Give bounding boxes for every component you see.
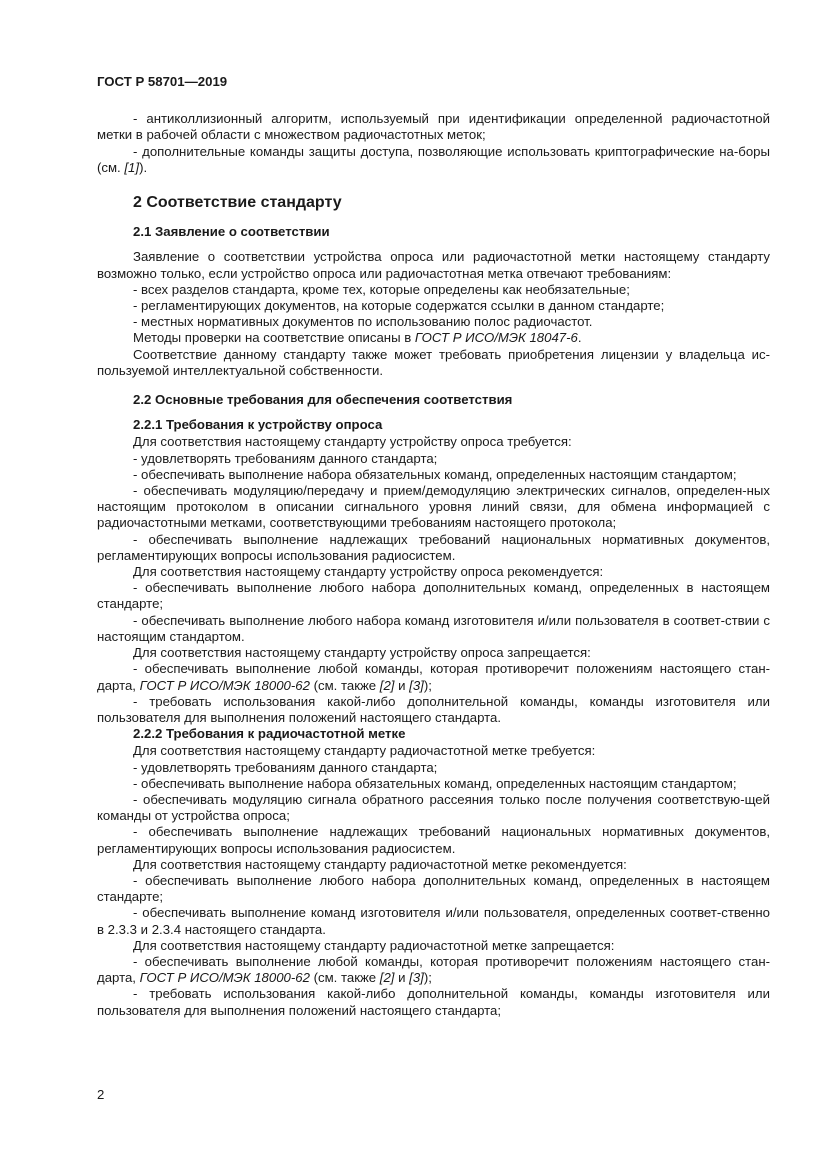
reference-link[interactable]: [2] (379, 677, 395, 693)
paragraph-verification-methods (97, 330, 770, 346)
list-item: - местных нормативных документов по использованию полос радиочастот. (133, 314, 593, 330)
list-item: - обеспечивать выполнение надлежащих требований национальных нормативных документов, регламентирующих вопросы использования радиосистем. (97, 824, 770, 856)
paragraph: Соответствие данному стандарту также может требовать приобретения лицензии у владельца ис-пользуемой интеллектуальной собственности. (97, 346, 770, 378)
paragraph: Для соответствия настоящему стандарту радиочастотной метке запрещается: (133, 937, 615, 953)
list-item-text: - обеспечивать выполнение любой команды, которая противоречит положениям настоящего стан-дарта, (97, 953, 770, 986)
page-number: 2 (97, 1087, 105, 1102)
reference-link[interactable]: ГОСТ Р ИСО/МЭК 18000-62 (139, 677, 310, 693)
reference-link[interactable]: [3] (409, 677, 424, 693)
subsection-title: 2.1 Заявление о соответствии (133, 224, 330, 240)
list-item: - всех разделов стандарта, кроме тех, которые определены как необязательные; (133, 281, 630, 297)
list-item-text: - обеспечивать выполнение любой команды, которая противоречит положениям настоящего стан-дарта, (97, 661, 770, 693)
list-item (97, 661, 770, 693)
list-item: - обеспечивать выполнение любого набора команд изготовителя и/или пользователя в соответ-ствии с настоящим стандартом. (97, 612, 770, 644)
list-item: - обеспечивать модуляцию/передачу и прием/демодуляцию электрических сигналов, определен-ных настоящим протоколом в описании сигнального уровня линий связи, для обмена информацией с радиочастотными метками, соответствующими требованиям настоящего протокола; (97, 483, 770, 531)
subsection-title: 2.2 Основные требования для обеспечения соответствия (133, 392, 513, 408)
list-item (97, 954, 770, 986)
list-item-text: и (394, 677, 410, 693)
list-item: - удовлетворять требованиям данного стандарта; (133, 759, 438, 775)
paragraph: Для соответствия настоящему стандарту радиочастотной метке рекомендуется: (133, 856, 627, 872)
list-item-text: (см. также (309, 677, 380, 693)
list-item: - обеспечивать выполнение набора обязательных команд, определенных настоящим стандартом; (133, 466, 737, 482)
list-item-text: (см. также (309, 970, 380, 986)
list-item-text: и (394, 970, 410, 986)
subsubsection-title: 2.2.1 Требования к устройству опроса (133, 417, 383, 433)
document-code: ГОСТ Р 58701—2019 (97, 74, 228, 89)
intro-item-access-commands (97, 144, 770, 176)
paragraph: Заявление о соответствии устройства опроса или радиочастотной метки настоящему стандарту возможно только, если устройство опроса или радиочастотная метка отвечают требованиям: (97, 249, 770, 281)
reference-link[interactable]: [3] (409, 970, 424, 986)
list-item: - обеспечивать выполнение любого набора дополнительных команд, определенных в настоящем стандарте; (97, 580, 770, 612)
list-item: - удовлетворять требованиям данного стандарта; (133, 450, 438, 466)
reference-link[interactable]: [2] (379, 970, 395, 986)
reference-link[interactable]: ГОСТ Р ИСО/МЭК 18047-6 (414, 330, 578, 346)
list-item: - требовать использования какой-либо дополнительной команды, команды изготовителя или пользователя для выполнения положений настоящего стандарта; (97, 986, 770, 1018)
paragraph-text: Методы проверки на соответствие описаны в (133, 330, 415, 346)
intro-item-text-end: ). (139, 159, 148, 175)
list-item-text: ); (423, 677, 432, 693)
list-item: - требовать использования какой-либо дополнительной команды, команды изготовителя или пользователя для выполнения положений настоящего стандарта. (97, 693, 770, 725)
section-title: 2 Соответствие стандарту (133, 194, 342, 212)
list-item: - обеспечивать выполнение надлежащих требований национальных нормативных документов, регламентирующих вопросы использования радиосистем. (97, 531, 770, 563)
list-item: - обеспечивать выполнение команд изготовителя и/или пользователя, определенных соответ-ственно в 2.3.3 и 2.3.4 настоящего стандарта. (97, 905, 770, 937)
list-item: - обеспечивать выполнение набора обязательных команд, определенных настоящим стандартом; (133, 775, 737, 791)
intro-item-anticollision: - антиколлизионный алгоритм, используемый при идентификации определенной радиочастотной метки в рабочей области с множеством радиочастотных меток; (97, 111, 770, 143)
reference-link[interactable]: [1] (124, 159, 140, 175)
subsubsection-title: 2.2.2 Требования к радиочастотной метке (133, 726, 406, 742)
paragraph: Для соответствия настоящему стандарту радиочастотной метке требуется: (133, 743, 596, 759)
intro-item-text: - дополнительные команды защиты доступа, позволяющие использовать криптографические на-боры (см. (97, 143, 770, 175)
list-item: - обеспечивать модуляцию сигнала обратного рассеяния только после получения соответствую-щей команды от устройства опроса; (97, 791, 770, 824)
paragraph: Для соответствия настоящему стандарту устройству опроса запрещается: (133, 645, 591, 661)
reference-link[interactable]: ГОСТ Р ИСО/МЭК 18000-62 (139, 970, 310, 986)
list-item: - регламентирующих документов, на которые содержатся ссылки в данном стандарте; (133, 298, 665, 314)
paragraph: Для соответствия настоящему стандарту устройству опроса требуется: (133, 434, 572, 450)
paragraph-text-end: . (577, 330, 582, 346)
list-item-text: ); (423, 970, 432, 986)
list-item: - обеспечивать выполнение любого набора дополнительных команд, определенных в настоящем стандарте; (97, 872, 770, 905)
paragraph: Для соответствия настоящему стандарту устройству опроса рекомендуется: (133, 564, 604, 580)
